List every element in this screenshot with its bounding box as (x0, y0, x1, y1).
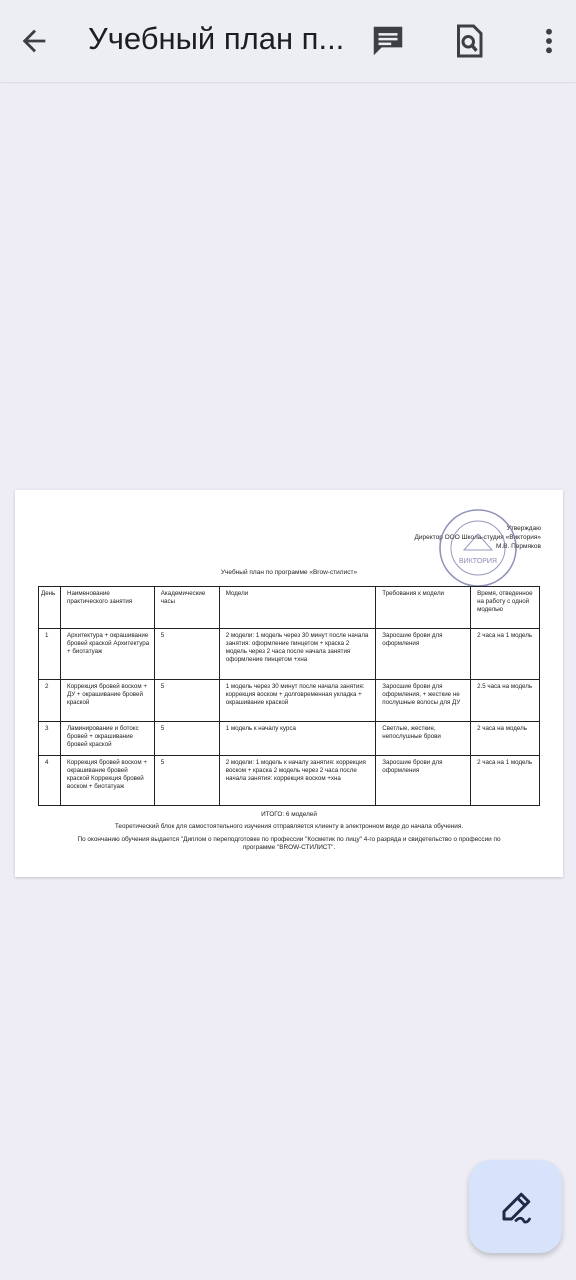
cell-requirements: Заросшие брови для оформления, + жесткие не послушные волосы для ДУ (376, 680, 471, 722)
company-stamp (438, 508, 518, 588)
cell-requirements: Светлые, жесткие, непослушные брови (376, 722, 471, 756)
stamp-text: ВИКТОРИЯ (459, 558, 497, 565)
comments-button[interactable] (360, 13, 416, 69)
table-row (39, 629, 540, 680)
diploma-note: По окончанию обучения выдается "Диплом о переподготовке по профессии "Косметик по лицу" 4-го разряда и свидетельство о профессии по программе "BROW-СТИЛИСТ". (77, 836, 501, 851)
top-app-bar (0, 0, 576, 82)
col-header-requirements: Требования к модели (376, 587, 471, 629)
document-page (15, 490, 563, 877)
approval-line-1: Утверждаю (506, 525, 541, 532)
total-line: ИТОГО: 6 моделей (261, 811, 317, 818)
cell-day: 3 (39, 722, 61, 756)
theory-note: Теоретический блок для самостоятельного изучения отправляется клиенту в электронном виде до начала обучения. (114, 823, 464, 830)
cell-hours: 5 (154, 680, 219, 722)
cell-name: Архитектура + окрашивание бровей краской Архитектура + биотатуаж (60, 629, 154, 680)
cell-requirements: Заросшие брови для оформления (376, 629, 471, 680)
cell-models: 2 модели: 1 модель через 30 минут после начала занятия: оформление пинцетом + краска 2 модель через 2 часа после начала занятия оформление пинцетом +хна (219, 629, 376, 680)
approval-line-2: Директор ООО Школа-студия «Виктория» (414, 534, 541, 541)
table-row (39, 756, 540, 806)
table-row (39, 722, 540, 756)
find-in-document-icon (451, 23, 487, 59)
cell-time: 2.5 часа на модель (471, 680, 540, 722)
more-options-button[interactable] (521, 13, 576, 69)
cell-hours: 5 (154, 722, 219, 756)
col-header-models: Модели (219, 587, 376, 629)
cell-name: Ламинирование и ботокс бровей + окрашивание бровей краской (60, 722, 154, 756)
col-header-hours: Академические часы (154, 587, 219, 629)
col-header-day: День (39, 587, 61, 629)
back-arrow-icon (17, 24, 51, 58)
table-row (39, 680, 540, 722)
approval-line-3: М.В. Пермяков (495, 543, 541, 550)
cell-models: 1 модель через 30 минут после начала занятия: коррекция воском + долговременная укладка + окрашивание краской (219, 680, 376, 722)
col-header-name: Наименование практического занятия (60, 587, 154, 629)
cell-name: Коррекция бровей воском + окрашивание бровей краской Коррекция бровей воском + биотатуаж (60, 756, 154, 806)
table-header-row (39, 587, 540, 629)
document-title: Учебный план п... (88, 21, 345, 56)
curriculum-table (38, 586, 540, 806)
cell-day: 1 (39, 629, 61, 680)
edit-pen-icon (498, 1189, 534, 1225)
cell-time: 2 часа на 1 модель (471, 629, 540, 680)
cell-models: 2 модели: 1 модель к началу занятия: коррекция воском + краска 2 модель через 2 часа после начала занятия: коррекция воском +хна (219, 756, 376, 806)
cell-models: 1 модель к началу курса (219, 722, 376, 756)
cell-hours: 5 (154, 629, 219, 680)
back-button[interactable] (6, 13, 62, 69)
edit-fab-button[interactable] (469, 1160, 562, 1253)
comments-icon (369, 22, 407, 60)
plan-title: Учебный план по программе «Brow-стилист» (220, 569, 358, 576)
find-in-document-button[interactable] (441, 13, 497, 69)
col-header-time: Время, отведенное на работу с одной моделью (471, 587, 540, 629)
more-vert-icon (533, 25, 565, 57)
cell-requirements: Заросшие брови для оформления (376, 756, 471, 806)
cell-time: 2 часа на модель (471, 722, 540, 756)
cell-time: 2 часа на 1 модель (471, 756, 540, 806)
cell-day: 4 (39, 756, 61, 806)
cell-hours: 5 (154, 756, 219, 806)
cell-name: Коррекция бровей воском + ДУ + окрашивание бровей краской (60, 680, 154, 722)
cell-day: 2 (39, 680, 61, 722)
